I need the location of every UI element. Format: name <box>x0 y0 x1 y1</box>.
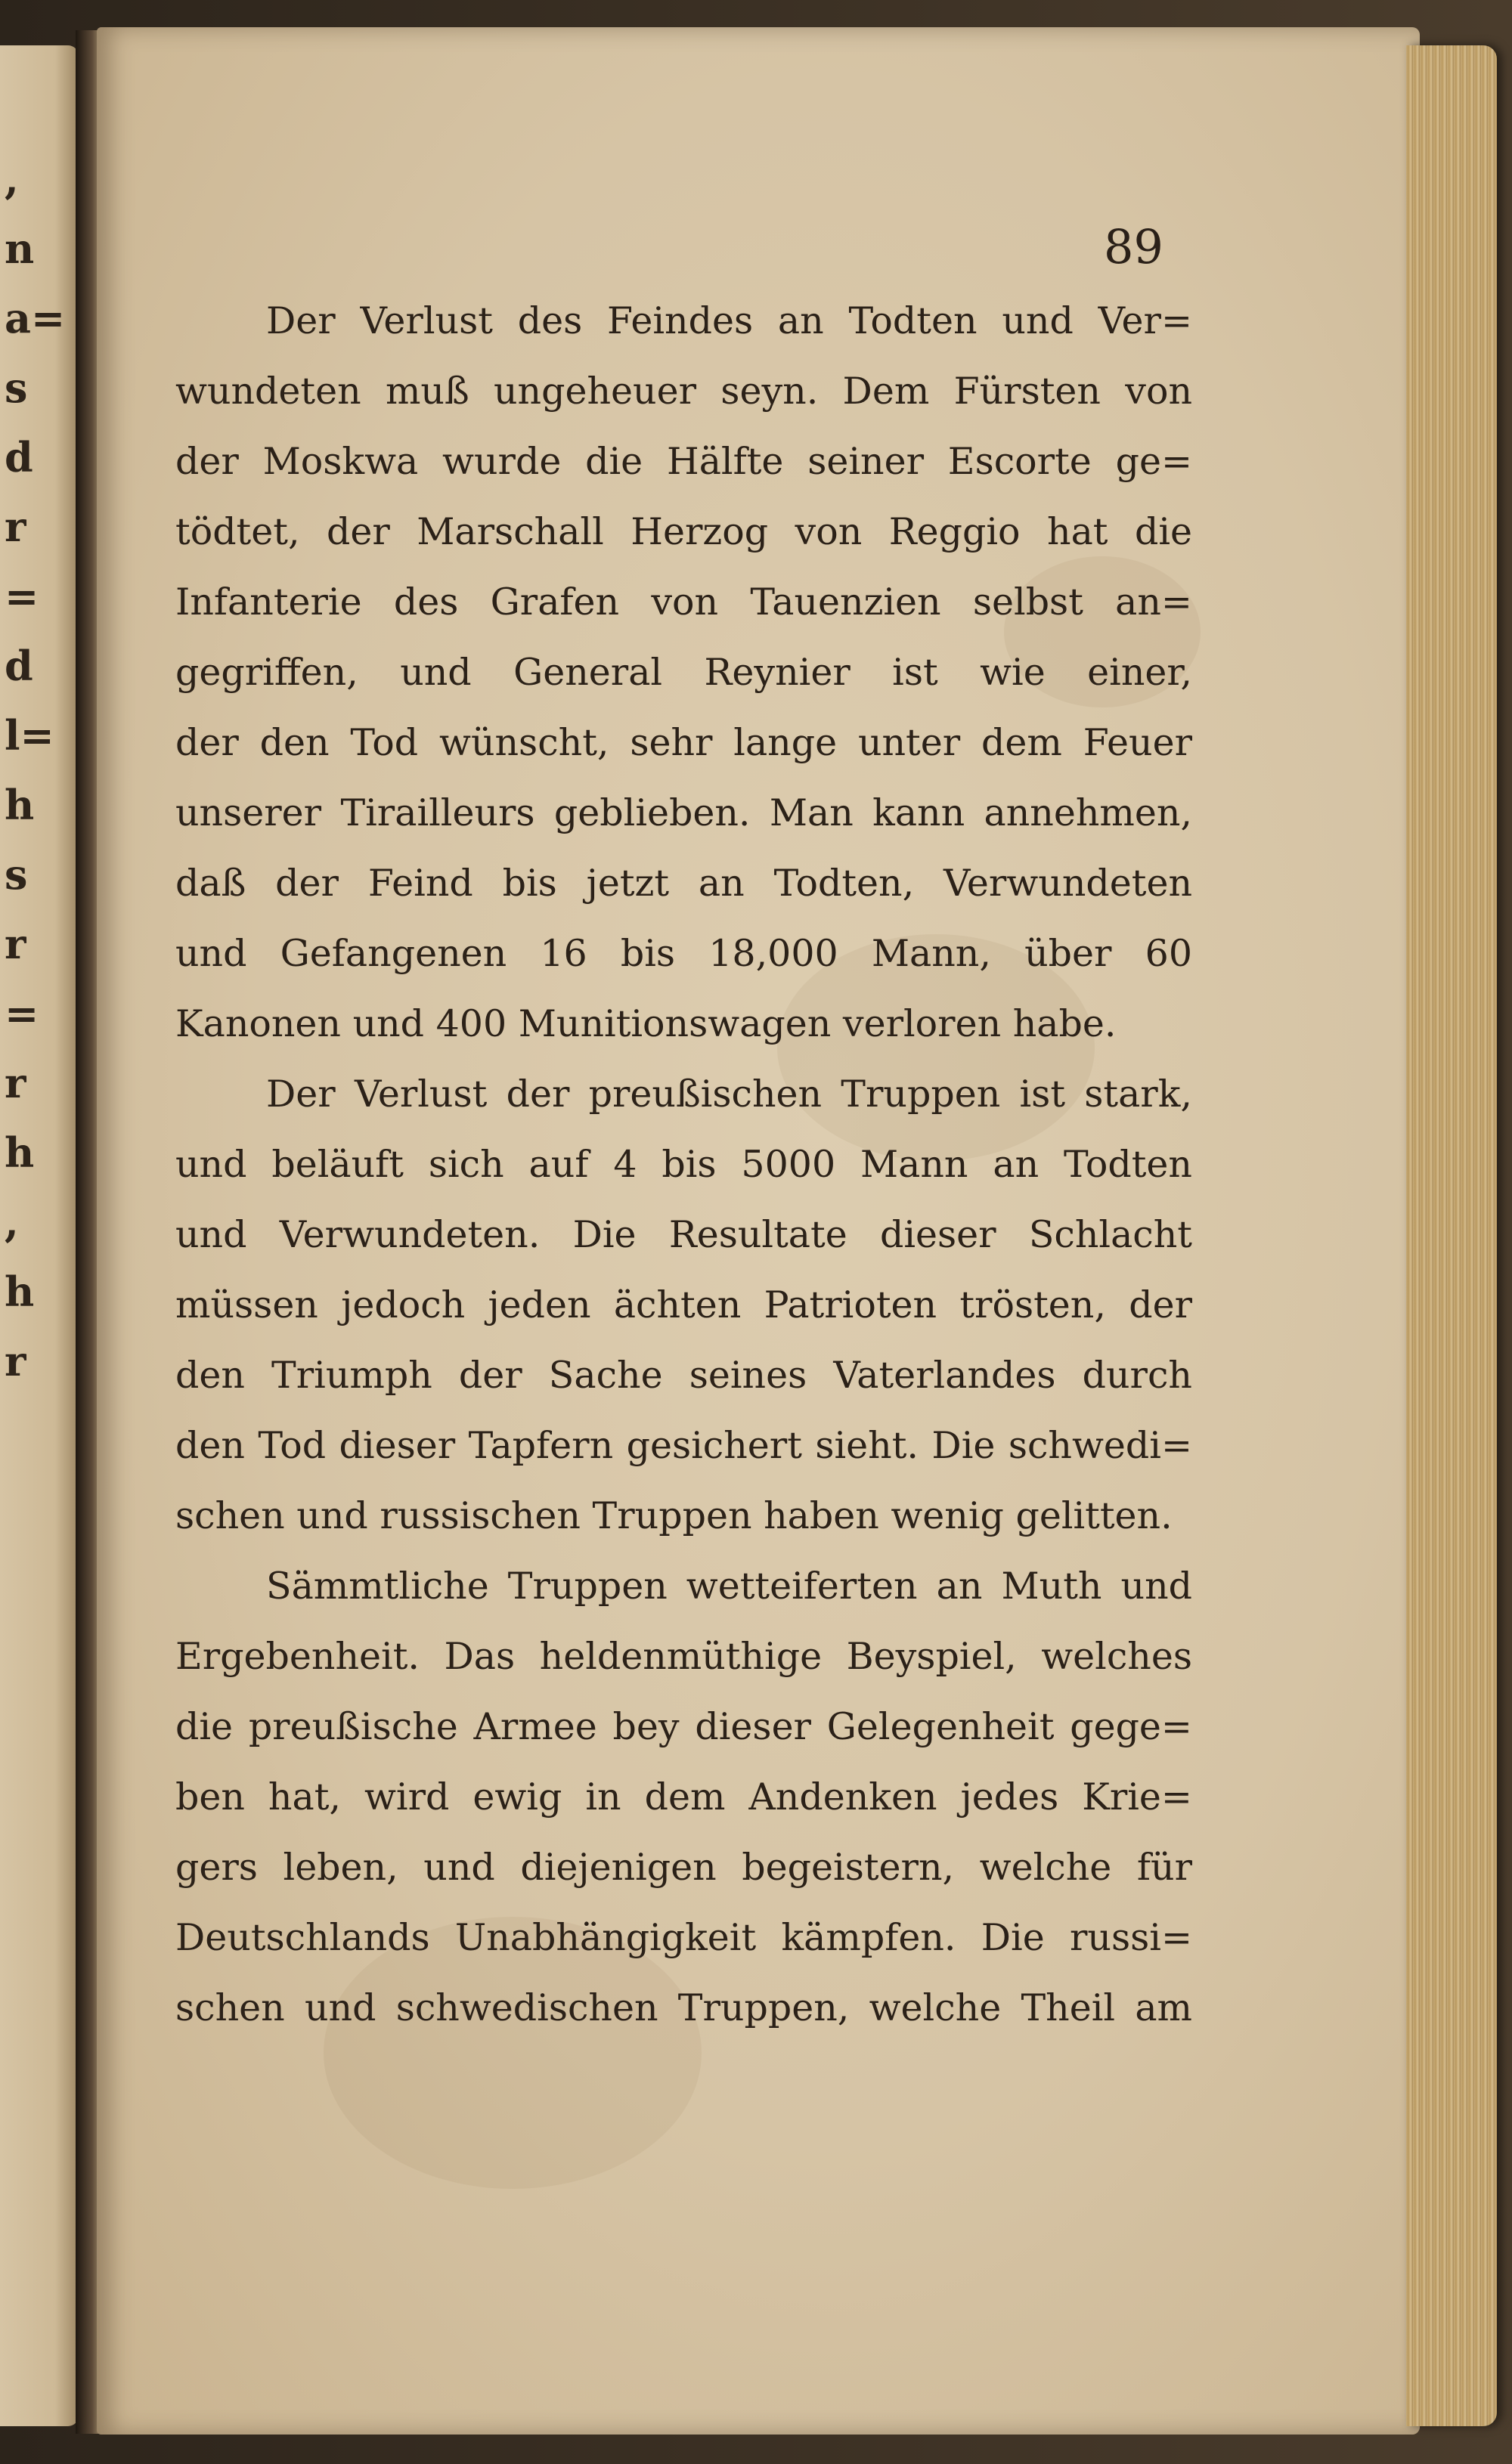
page-number: 89 <box>1104 219 1163 274</box>
previous-page-edge <box>0 45 79 2426</box>
previous-page-fragment: , <box>5 1198 19 1246</box>
previous-page-fragment: r <box>5 920 26 968</box>
text-line: wundeten muß ungeheuer seyn. Dem Fürsten von <box>175 370 1192 413</box>
text-line: Sämmtliche Truppen wetteiferten an Muth und <box>266 1565 1192 1608</box>
text-line: und beläuft sich auf 4 bis 5000 Mann an Todten <box>175 1143 1192 1186</box>
text-line: tödtet, der Marschall Herzog von Reggio hat die <box>175 510 1192 553</box>
text-line: und Verwundeten. Die Resultate dieser Schlacht <box>175 1213 1192 1256</box>
previous-page-fragment: = <box>5 989 39 1038</box>
previous-page-fragment: n <box>5 224 35 273</box>
previous-page-fragment: , <box>5 155 19 203</box>
previous-page-fragment: r <box>5 1337 26 1385</box>
body-text <box>175 286 1192 2043</box>
previous-page-fragment: d <box>5 433 33 481</box>
text-line: schen und russischen Truppen haben wenig gelitten. <box>175 1494 1173 1537</box>
text-line: Infanterie des Grafen von Tauenzien selbst an= <box>175 580 1192 624</box>
text-line: gegriffen, und General Reynier ist wie einer, <box>175 651 1192 694</box>
text-line: und Gefangenen 16 bis 18,000 Mann, über 60 <box>175 932 1192 975</box>
text-line: Ergebenheit. Das heldenmüthige Beyspiel, welches <box>175 1635 1192 1678</box>
text-line: Kanonen und 400 Munitionswagen verloren habe. <box>175 1002 1117 1045</box>
previous-page-fragment: h <box>5 1128 35 1177</box>
text-line: den Tod dieser Tapfern gesichert sieht. Die schwedi= <box>175 1424 1192 1467</box>
previous-page-fragment: a= <box>5 294 66 342</box>
text-line: der Moskwa wurde die Hälfte seiner Escorte ge= <box>175 440 1192 483</box>
previous-page-fragment: = <box>5 572 39 621</box>
previous-page-fragment: h <box>5 1268 35 1316</box>
text-line: daß der Feind bis jetzt an Todten, Verwundeten <box>175 862 1192 905</box>
previous-page-fragment: l= <box>5 711 54 760</box>
previous-page-fragment: s <box>5 850 28 899</box>
text-line: die preußische Armee bey dieser Gelegenheit gege= <box>175 1705 1192 1748</box>
previous-page-fragment: r <box>5 1059 26 1107</box>
text-line: Der Verlust der preußischen Truppen ist stark, <box>266 1073 1192 1116</box>
text-line: ben hat, wird ewig in dem Andenken jedes Krie= <box>175 1775 1192 1819</box>
previous-page-fragment: r <box>5 503 26 551</box>
previous-page-fragment: h <box>5 781 35 829</box>
text-line: müssen jedoch jeden ächten Patrioten trösten, der <box>175 1283 1192 1326</box>
text-line: den Triumph der Sache seines Vaterlandes durch <box>175 1354 1192 1397</box>
text-line: der den Tod wünscht, sehr lange unter dem Feuer <box>175 721 1192 764</box>
previous-page-fragment: d <box>5 642 33 690</box>
text-line: Der Verlust des Feindes an Todten und Ver= <box>266 299 1192 342</box>
text-line: schen und schwedischen Truppen, welche Theil am <box>175 1986 1192 2029</box>
text-line: Deutschlands Unabhängigkeit kämpfen. Die russi= <box>175 1916 1192 1959</box>
text-line: gers leben, und diejenigen begeistern, welche für <box>175 1846 1192 1889</box>
text-line: unserer Tirailleurs geblieben. Man kann annehmen, <box>175 791 1192 834</box>
previous-page-fragment: s <box>5 364 28 412</box>
page-edges <box>1406 45 1497 2426</box>
